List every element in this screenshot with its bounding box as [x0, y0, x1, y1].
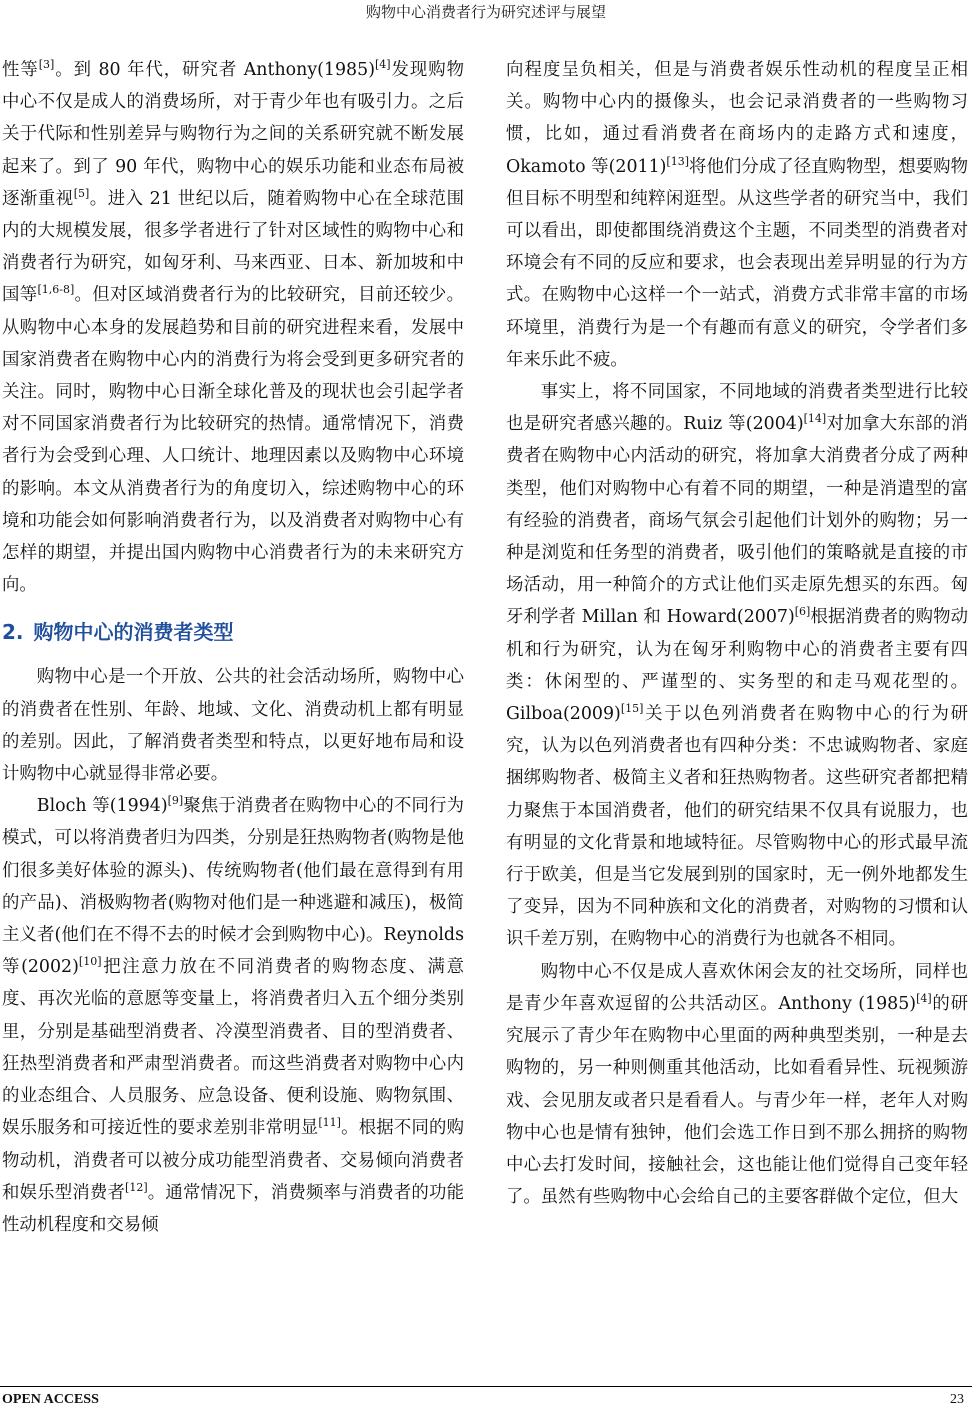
citation: [13] — [666, 154, 690, 168]
citation: [5] — [73, 187, 90, 201]
citation: [12] — [125, 1180, 148, 1194]
paragraph: 购物中心不仅是成人喜欢休闲会友的社交场所，同样也是青少年喜欢逗留的公共活动区。Anthony (1985)[4]的研究展示了青少年在购物中心里面的两种典型类别，一种是去购物的，另一种则侧重其他活动，比如看看异性、玩视频游戏、会见朋友或者只是看看人。与青少年一样，老年人对购物中心也是情有独钟，他们会选工作日到不那么拥挤的购物中心去打发时间，接触社会，这也能让他们觉得自己变年轻了。虽然有些购物中心会给自己的主要客群做个定位，但大 — [506, 961, 968, 1208]
citation: [15] — [620, 702, 644, 716]
paragraph: 向程度呈负相关，但是与消费者娱乐性动机的程度呈正相关。购物中心内的摄像头，也会记录消费者的一些购物习惯，比如，通过看消费者在商场内的走路方式和速度，Okamoto 等(2011)[13]将他们分成了径直购物型，想要购物但目标不明型和纯粹闲逛型。从这些学者的研究当中，我们可以看出，即使都围绕消费这个主题，不同类型的消费者对环境会有不同的反应和要求，也会表现出差异明显的行为方式。在购物中心这样一个一站式，消费方式非常丰富的市场环境里，消费行为是一个有趣而有意义的研究，令学者们多年来乐此不疲。 — [506, 60, 968, 370]
footer-divider — [0, 1386, 972, 1387]
citation: [14] — [803, 412, 827, 426]
citation: [4] — [374, 58, 391, 72]
section-number: 2. — [2, 620, 24, 645]
section-title: 购物中心的消费者类型 — [33, 620, 234, 645]
paragraph: 购物中心是一个开放、公共的社会活动场所，购物中心的消费者在性别、年龄、地域、文化、消费动机上都有明显的差别。因此，了解消费者类型和特点，以更好地布局和设计购物中心就显得非常必要。 — [2, 667, 464, 785]
left-column — [2, 54, 464, 1241]
running-header: 购物中心消费者行为研究述评与展望 — [365, 3, 606, 21]
paragraph: 事实上，将不同国家，不同地域的消费者类型进行比较也是研究者感兴趣的。Ruiz 等(2004)[14]对加拿大东部的消费者在购物中心内活动的研究，将加拿大消费者分成了两种类型，他们对购物中心有着不同的期望，一种是消遣型的富有经验的消费者，商场气氛会引起他们计划外的购物；另一种是浏览和任务型的消费者，吸引他们的策略就是直接的市场活动，用一种简介的方式让他们买走原先想买的东西。匈牙利学者 Millan 和 Howard(2007)[6]根据消费者的购物动机和行为研究，认为在匈牙利购物中心的消费者主要有四类：休闲型的、严谨型的、实务型的和走马观花型的。Gilboa(2009)[15]关于以色列消费者在购物中心的行为研究，认为以色列消费者也有四种分类：不忠诚购物者、家庭捆绑购物者、极简主义者和狂热购物者。这些研究者都把精力聚焦于本国消费者，他们的研究结果不仅具有说服力，也有明显的文化背景和地域特征。尽管购物中心的形式最早流行于欧美，但是当它发展到别的国家时，无一例外地都发生了变异，因为不同种族和文化的消费者，对购物的习惯和认识千差万别，在购物中心的消费行为也就各不相同。 — [506, 382, 968, 950]
citation: [9] — [167, 794, 184, 808]
citation: [10] — [78, 955, 102, 969]
citation: [4] — [916, 992, 932, 1006]
page-number: 23 — [950, 1392, 964, 1407]
open-access-label: OPEN ACCESS — [2, 1392, 99, 1407]
citation: [1,6-8] — [37, 283, 75, 297]
section-heading — [2, 615, 464, 649]
citation: [3] — [38, 58, 55, 72]
paragraph: Bloch 等(1994)[9]聚焦于消费者在购物中心的不同行为模式，可以将消费者归为四类，分别是狂热购物者(购物是他们很多美好体验的源头)、传统购物者(他们最在意得到有用的产品)、消极购物者(购物对他们是一种逃避和减压)，极简主义者(他们在不得不去的时候才会到购物中心)。Reynolds 等(2002)[10]把注意力放在不同消费者的购物态度、满意度、再次光临的意愿等变量上，将消费者归入五个细分类别里，分别是基础型消费者、冷漠型消费者、目的型消费者、狂热型消费者和严肃型消费者。而这些消费者对购物中心内的业态组合、人员服务、应急设备、便利设施、购物氛围、娱乐服务和可接近性的要求差别非常明显[11]。根据不同的购物动机，消费者可以被分成功能型消费者、交易倾向消费者和娱乐型消费者[12]。通常情况下，消费频率与消费者的功能性动机程度和交易倾 — [2, 794, 464, 1235]
citation: [11] — [318, 1116, 341, 1130]
right-column — [506, 54, 968, 1213]
paragraph: 性等[3]。到 80 年代，研究者 Anthony(1985)[4]发现购物中心不仅是成人的消费场所，对于青少年也有吸引力。之后关于代际和性别差异与购物行为之间的关系研究就不断发展起来了。到了 90 年代，购物中心的娱乐功能和业态布局被逐渐重视[5]。进入 21 世纪以后，随着购物中心在全球范围内的大规模发展，很多学者进行了针对区域性的购物中心和消费者行为研究，如匈牙利、马来西亚、日本、新加坡和中国等[1,6-8]。但对区域消费者行为的比较研究，目前还较少。从购物中心本身的发展趋势和目前的研究进程来看，发展中国家消费者在购物中心内的消费行为将会受到更多研究者的关注。同时，购物中心日渐全球化普及的现状也会引起学者对不同国家消费者行为比较研究的热情。通常情况下，消费者行为会受到心理、人口统计、地理因素以及购物中心环境的影响。本文从消费者行为的角度切入，综述购物中心的环境和功能会如何影响消费者行为，以及消费者对购物中心有怎样的期望，并提出国内购物中心消费者行为的未来研究方向。 — [2, 58, 464, 596]
citation: [6] — [794, 605, 811, 619]
